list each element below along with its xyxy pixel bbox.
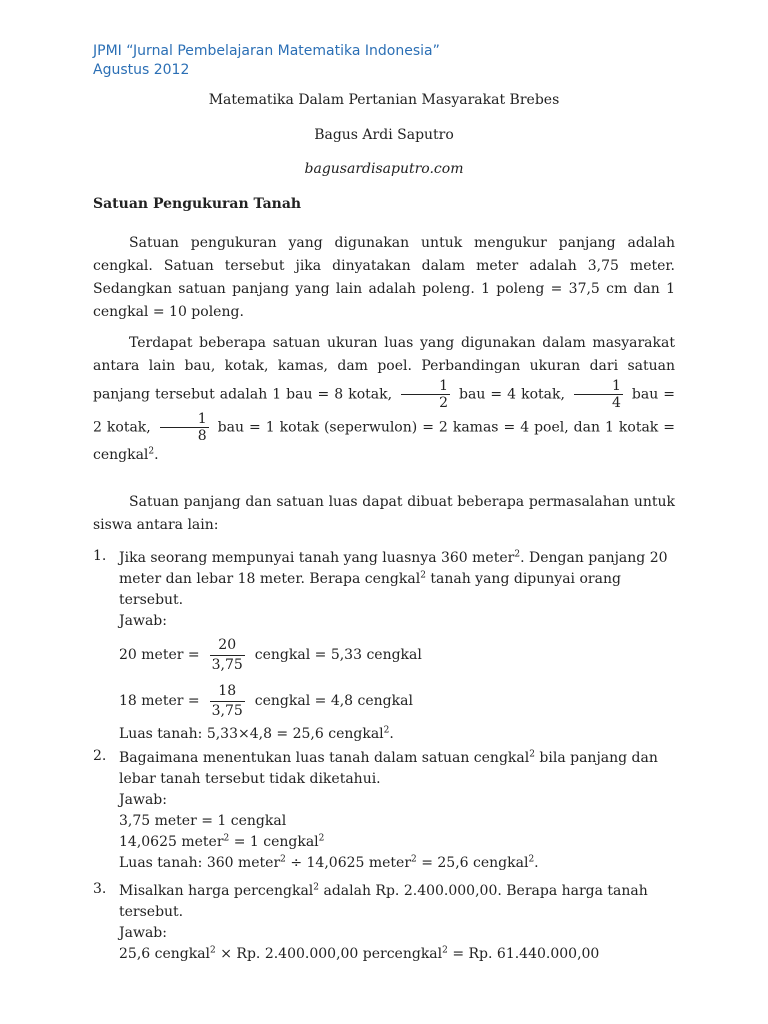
item-number: 3.	[93, 881, 107, 897]
item-body	[119, 748, 679, 874]
journal-name: JPMI “Jurnal Pembelajaran Matematika Indonesia”	[93, 43, 440, 59]
superscript: 2	[318, 833, 325, 844]
answer-text: .	[534, 855, 539, 871]
question-text: . Dengan panjang 20 meter dan lebar 18 meter. Berapa cengkal	[119, 550, 668, 587]
answer-text: ÷ 14,0625 meter	[285, 855, 412, 871]
paragraph-length-units: Satuan pengukuran yang digunakan untuk mengukur panjang adalah cengkal. Satuan tersebut jika dinyatakan dalam meter adalah 3,75 meter. Sedangkan satuan panjang yang lain adalah poleng. 1 poleng = 37,5 cm dan 1 cengkal = 10 poleng.	[93, 235, 675, 320]
superscript: 2	[223, 833, 230, 844]
answer-line	[119, 853, 679, 874]
answer-text: 14,0625 meter	[119, 834, 224, 850]
answer-label: Jawab:	[119, 792, 167, 808]
question-text: Misalkan harga percengkal	[119, 883, 314, 899]
answer-label: Jawab:	[119, 925, 167, 941]
superscript: 2	[529, 749, 535, 760]
eq-right: cengkal = 5,33 cengkal	[254, 646, 422, 663]
superscript: 2	[528, 854, 535, 865]
paper-author: Bagus Ardi Saputro	[314, 127, 454, 143]
answer-text: = 1 cengkal	[229, 834, 319, 850]
equation-width	[119, 678, 679, 724]
question-text: Jika seorang mempunyai tanah yang luasnya 360 meter	[119, 550, 515, 566]
section-heading: Satuan Pengukuran Tanah	[93, 196, 302, 212]
paper-title: Matematika Dalam Pertanian Masyarakat Brebes	[208, 92, 560, 108]
question-text: adalah Rp. 2.400.000,00. Berapa harga tanah tersebut.	[119, 883, 648, 920]
question-text: tanah yang dipunyai orang tersebut.	[119, 571, 621, 608]
area-result	[119, 724, 679, 745]
item-number: 2.	[93, 748, 107, 764]
superscript: 2	[383, 725, 390, 736]
fraction: $\frac{20}{3,75}$	[211, 636, 243, 673]
p2-text-end: .	[154, 447, 159, 463]
problem-question	[119, 748, 679, 790]
item-number: 1.	[93, 548, 107, 564]
p2-text-a: Terdapat beberapa satuan ukuran luas yang digunakan dalam masyarakat antara lain bau, kotak, kamas, dam poel. Perbandingan ukuran dari satuan panjang tersebut adalah 1 bau = 8 kotak,	[93, 335, 675, 403]
superscript: 2	[280, 854, 286, 865]
eq-right: cengkal = 4,8 cengkal	[254, 692, 413, 709]
question-text: Bagaimana menentukan luas tanah dalam satuan cengkal	[119, 750, 530, 766]
answer-line	[119, 944, 679, 965]
answer-text: = 25,6 cengkal	[416, 855, 529, 871]
p2-text-b: bau = 4 kotak,	[459, 386, 565, 403]
journal-date: Agustus 2012	[93, 62, 190, 78]
fraction-half: $\frac{1}{2}$	[401, 378, 450, 411]
superscript: 2	[411, 854, 417, 865]
answer-text: × Rp. 2.400.000,00 percengkal	[215, 946, 443, 962]
answer-line	[119, 832, 679, 853]
fraction-quarter: $\frac{1}{4}$	[574, 378, 623, 411]
item-body	[119, 881, 679, 965]
fraction: $\frac{18}{3,75}$	[211, 682, 243, 719]
eq-left: 18 meter =	[119, 692, 200, 709]
answer-text: 25,6 cengkal	[119, 946, 211, 962]
superscript: 2	[442, 945, 448, 956]
superscript: 2	[514, 549, 521, 560]
author-website: bagusardisaputro.com	[304, 161, 464, 177]
superscript: 2	[148, 446, 155, 457]
area-text: Luas tanah: 5,33×4,8 = 25,6 cengkal	[119, 726, 384, 742]
superscript: 2	[420, 570, 426, 581]
paragraph-area-units	[93, 332, 675, 467]
answer-label: Jawab:	[119, 613, 167, 629]
area-end: .	[389, 726, 394, 742]
answer-text: = Rp. 61.440.000,00	[447, 946, 600, 962]
problem-question	[119, 548, 679, 611]
journal-header	[93, 42, 440, 80]
superscript: 2	[313, 882, 320, 893]
item-body	[119, 548, 679, 745]
answer-text: Luas tanah: 360 meter	[119, 855, 281, 871]
problem-question	[119, 881, 679, 923]
p2-text-c: bau = 2 kotak,	[93, 386, 675, 436]
equation-length	[119, 632, 679, 678]
fraction-eighth: $\frac{1}{8}$	[160, 411, 209, 444]
p2-text-d: bau = 1 kotak (seperwulon) = 2 kamas = 4 poel, dan 1 kotak = cengkal	[93, 419, 675, 463]
question-text: bila panjang dan lebar tanah tersebut tidak diketahui.	[119, 750, 658, 787]
superscript: 2	[210, 945, 216, 956]
eq-left: 20 meter =	[119, 646, 200, 663]
paragraph-problems-intro: Satuan panjang dan satuan luas dapat dibuat beberapa permasalahan untuk siswa antara lain:	[93, 494, 675, 533]
answer-line: 3,75 meter = 1 cengkal	[119, 813, 287, 829]
